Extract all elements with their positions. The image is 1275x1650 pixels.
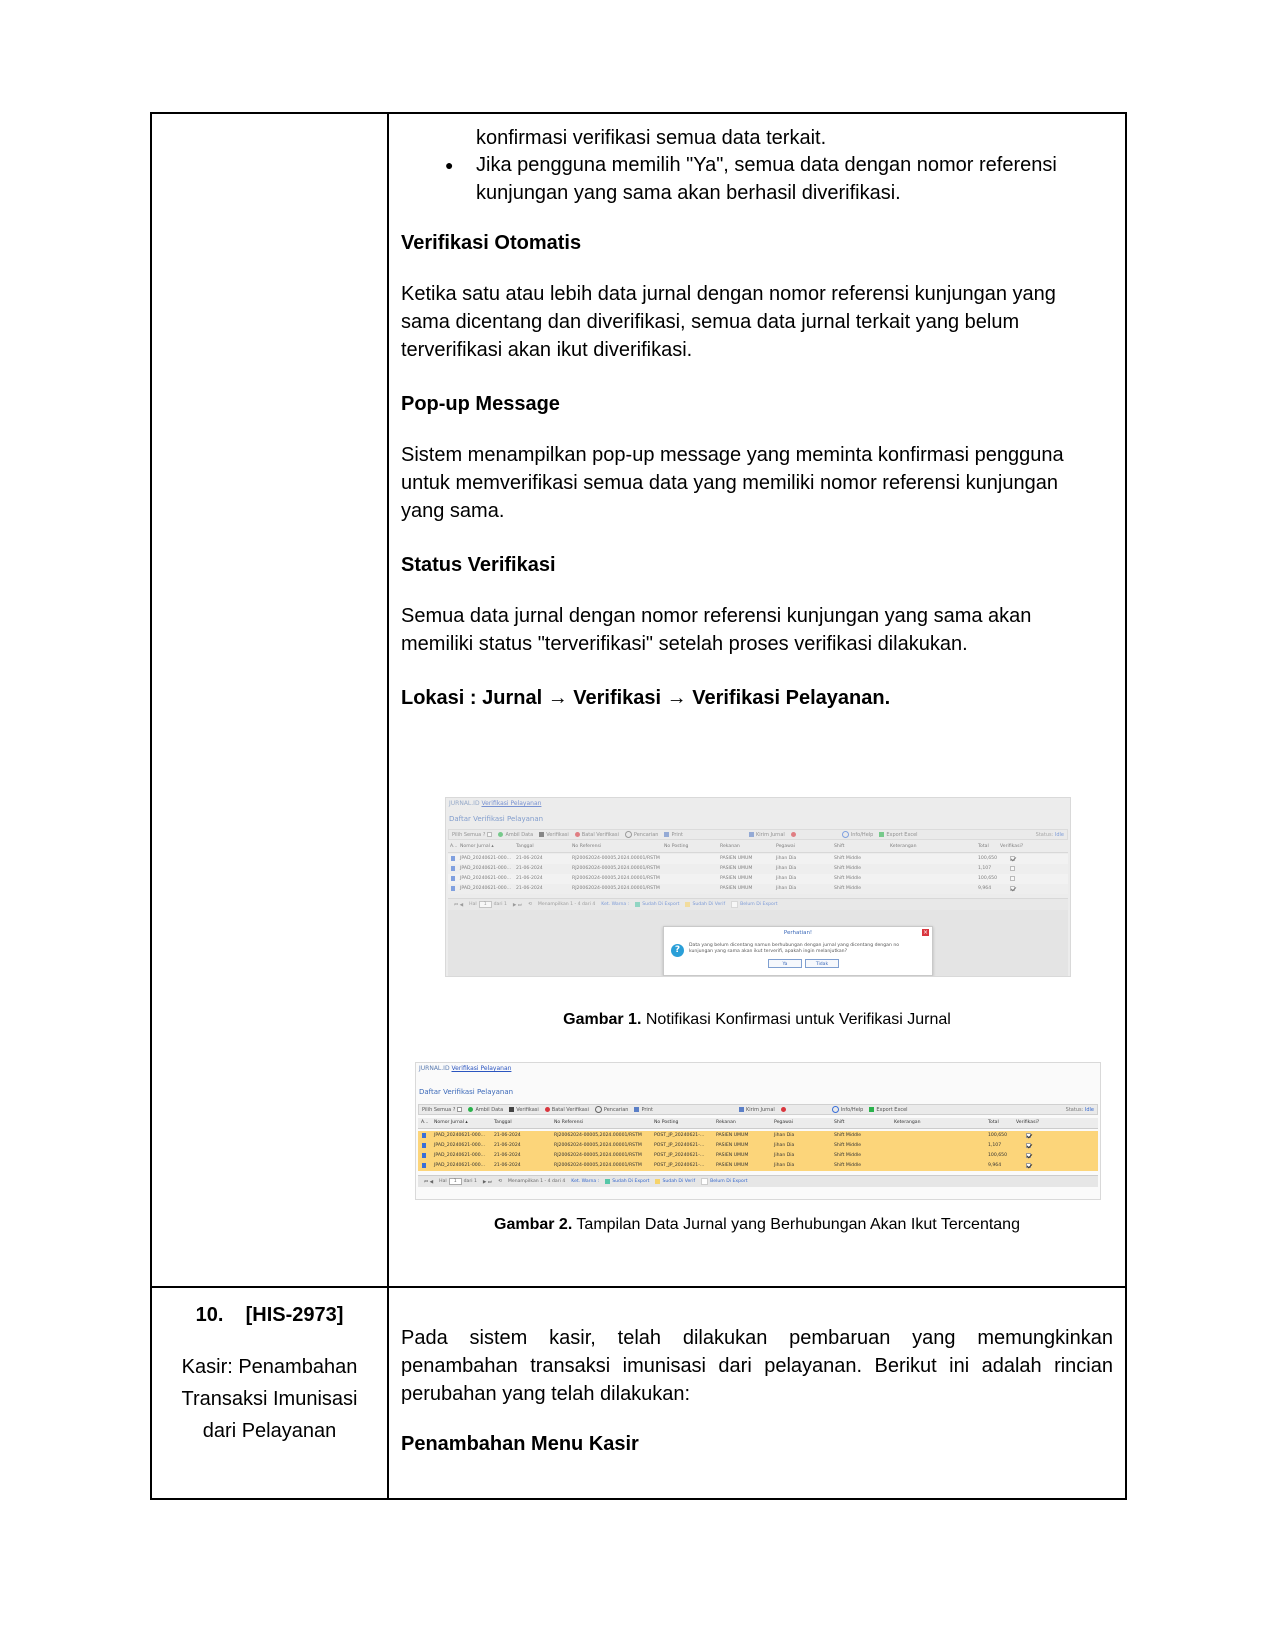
printer-icon [634,1107,639,1112]
cancel-verify-button[interactable]: Batal Verifikasi [575,832,619,838]
excel-icon [869,1107,874,1112]
table-cell-referensi: RJ20062024-00005,2024.00001/RSTM [554,1133,642,1138]
table-cell-total: 9,964 [988,1163,1002,1168]
table-cell-pegawai: Jihan Dia [776,876,797,881]
table-cell-shift: Shift Middle [834,1133,862,1138]
panel-title: Daftar Verifikasi Pelayanan [449,815,544,823]
print-button[interactable]: Print [664,832,683,838]
search-icon [625,831,632,838]
refresh-icon[interactable]: ⟲ [498,1179,502,1184]
table-cell-nomor: JPAD_20240621-000... [434,1133,485,1138]
verify-checkbox[interactable] [1010,876,1015,883]
table-row[interactable] [448,874,1068,884]
table-cell-shift: Shift Middle [834,1143,862,1148]
document-icon[interactable] [451,876,455,883]
stamp-icon [539,832,544,837]
table-cell-total: 100,650 [978,876,997,881]
column-header[interactable]: A... [450,844,458,849]
column-header[interactable]: Total [978,844,989,849]
table-cell-pegawai: Jihan Dia [774,1143,795,1148]
paragraph-verifikasi-otomatis: Ketika satu atau lebih data jurnal dengan nomor referensi kunjungan yang sama dicentang dan diverifikasi, semua data jurnal terkait yang belum terverifikasi akan ikut diverifikasi. [401,283,1056,361]
cancel-icon [575,832,580,837]
document-icon[interactable] [451,886,455,893]
next-page-icon[interactable]: ▶ ⏭ [482,1179,493,1185]
verify-button[interactable]: Verifikasi [539,832,569,838]
table-cell-rekanan: PASIEN UMUM [716,1163,749,1168]
select-all-checkbox[interactable]: Pilih Semua ? [452,832,492,838]
table-cell-tanggal: 21-06-2024 [516,876,543,881]
table-row-9 [152,114,1125,1286]
figure-2-screenshot [415,1062,1101,1200]
column-header[interactable]: Verifikasi? [1000,844,1024,849]
legend-verified: Sudah Di Verif [685,902,725,907]
table-cell-total: 1,107 [978,866,992,871]
column-header[interactable]: Keterangan [890,844,917,849]
column-header[interactable]: Rekanan [720,844,740,849]
item-cell-empty [152,114,389,1286]
document-icon[interactable] [422,1143,426,1150]
verify-checkbox[interactable] [1026,1153,1031,1160]
search-button[interactable]: Pencarian [625,831,659,838]
verify-checkbox[interactable] [1026,1163,1031,1170]
cancel-verify-button[interactable]: Batal Verifikasi [545,1107,589,1113]
column-header[interactable]: A... [421,1120,429,1125]
send-icon [739,1107,744,1112]
column-header[interactable]: Pegawai [776,844,796,849]
heading-status-verifikasi: Status Verifikasi [401,554,556,576]
heading-penambahan-menu-kasir: Penambahan Menu Kasir [401,1433,639,1455]
table-row[interactable] [448,864,1068,874]
legend-label: Ket. Warna : [601,902,630,907]
figure-1-caption: Gambar 1. Notifikasi Konfirmasi untuk Verifikasi Jurnal [563,1011,951,1028]
question-icon: ? [671,944,684,957]
legend-label: Ket. Warna : [571,1179,600,1184]
search-button[interactable]: Pencarian [595,1106,629,1113]
close-icon [781,1107,786,1112]
table-cell-rekanan: PASIEN UMUM [716,1133,749,1138]
verify-checkbox[interactable] [1026,1143,1031,1150]
grid-header [448,842,1068,853]
column-header[interactable]: Rekanan [716,1120,736,1125]
heading-verifikasi-otomatis: Verifikasi Otomatis [401,232,582,254]
table-cell-tanggal: 21-06-2024 [516,866,543,871]
table-row[interactable] [448,884,1068,894]
table-cell-pegawai: Jihan Dia [774,1133,795,1138]
table-cell-referensi: RJ20062024-00005,2024.00001/RSTM [554,1143,642,1148]
table-cell-rekanan: PASIEN UMUM [720,866,753,871]
paragraph-popup-message: Sistem menampilkan pop-up message yang meminta konfirmasi pengguna untuk memverifikasi semua data yang memiliki nomor referensi kunjungan yang sama. [401,444,1064,522]
close-icon-button[interactable] [791,832,796,837]
close-icon [791,832,796,837]
next-page-icon[interactable]: ▶ ⏭ [512,902,523,908]
table-row[interactable] [418,1131,1098,1141]
verify-checkbox[interactable] [1010,856,1015,863]
table-cell-nomor: JPAD_20240621-000... [460,886,511,891]
legend-not-exported: Belum Di Export [701,1178,747,1185]
breadcrumb: JURNAL.ID Verifikasi Pelayanan [449,800,542,807]
legend-exported: Sudah Di Export [635,902,679,907]
description-cell [389,1288,1125,1498]
column-header[interactable]: Tanggal [494,1120,512,1125]
table-cell-nomor: JPAD_20240621-000... [434,1153,485,1158]
first-page-icon[interactable]: ⏮ ◀ [424,1179,434,1185]
table-cell-posting: POST_JP_20240621-... [654,1133,705,1138]
location-path: Lokasi : Jurnal → Verifikasi → Verifikasi Pelayanan. [401,687,891,709]
paragraph-status-verifikasi: Semua data jurnal dengan nomor referensi kunjungan yang sama akan memiliki status "terverifikasi" setelah proses verifikasi dilakukan. [401,605,1032,655]
table-row[interactable] [418,1141,1098,1151]
table-cell-shift: Shift Middle [834,856,862,861]
table-cell-shift: Shift Middle [834,1153,862,1158]
pager [448,898,1068,910]
send-icon [749,832,754,837]
column-header[interactable]: Total [988,1120,999,1125]
verify-button[interactable]: Verifikasi [509,1107,539,1113]
print-button[interactable]: Print [634,1107,653,1113]
verify-checkbox[interactable] [1010,866,1015,873]
column-header[interactable]: Tanggal [516,844,534,849]
info-help-button[interactable]: Info/Help [842,831,874,838]
panel-title: Daftar Verifikasi Pelayanan [419,1088,514,1096]
table-cell-total: 100,650 [978,856,997,861]
table-cell-nomor: JPAD_20240621-000... [460,866,511,871]
document-icon[interactable] [422,1163,426,1170]
breadcrumb: JURNAL.ID Verifikasi Pelayanan [419,1065,512,1072]
bullet-item: ● Jika pengguna memilih "Ya", semua data dengan nomor referensi kunjungan yang sama akan berhasil diverifikasi. [401,151,1113,207]
refresh-icon [468,1107,473,1112]
column-header[interactable]: Nomor Jurnal ▴ [434,1120,468,1125]
verify-checkbox[interactable] [1026,1133,1031,1140]
search-icon [595,1106,602,1113]
document-icon[interactable] [422,1133,426,1140]
intro-paragraph: Pada sistem kasir, telah dilakukan pembaruan yang memungkinkan penambahan transaksi imunisasi dari pelayanan. Berikut ini adalah rincian perubahan yang telah dilakukan: [401,1327,1113,1405]
bullet-dot-icon: ● [445,157,454,173]
document-table [150,112,1127,1500]
status-indicator: Status: Idle [1065,1106,1094,1113]
dialog-yes-button[interactable]: Ya [768,959,802,968]
document-icon[interactable] [451,856,455,863]
bullet-continuation: konfirmasi verifikasi semua data terkait. [476,127,827,149]
printer-icon [664,832,669,837]
verify-checkbox[interactable] [1010,886,1015,893]
table-cell-tanggal: 21-06-2024 [516,886,543,891]
column-header[interactable]: No Posting [654,1120,679,1125]
heading-popup-message: Pop-up Message [401,393,560,415]
figure-1-screenshot [445,797,1071,977]
table-cell-tanggal: 21-06-2024 [494,1133,521,1138]
table-cell-rekanan: PASIEN UMUM [720,856,753,861]
toolbar [448,829,1068,840]
grid-header [418,1118,1098,1129]
table-cell-total: 9,964 [978,886,992,891]
pager [418,1175,1098,1187]
info-icon [842,831,849,838]
figure-2-caption: Gambar 2. Tampilan Data Jurnal yang Berhubungan Akan Ikut Tercentang [494,1216,1020,1233]
table-cell-shift: Shift Middle [834,876,862,881]
table-cell-referensi: RJ20062024-00005,2024.00001/RSTM [572,866,660,871]
legend-exported: Sudah Di Export [605,1179,649,1184]
column-header[interactable]: Shift [834,844,845,849]
send-journal-button[interactable]: Kirim Jurnal [739,1107,775,1113]
table-cell-pegawai: Jihan Dia [776,886,797,891]
status-indicator: Status: Idle [1035,831,1064,838]
item-cell [152,1288,389,1498]
info-help-button[interactable]: Info/Help [832,1106,864,1113]
export-excel-button[interactable]: Export Excel [869,1107,907,1113]
showing-count: Menampilkan 1 - 4 dari 4 [507,1179,566,1184]
table-cell-shift: Shift Middle [834,1163,862,1168]
column-header[interactable]: Verifikasi? [1016,1120,1040,1125]
info-icon [832,1106,839,1113]
table-cell-rekanan: PASIEN UMUM [720,876,753,881]
table-cell-nomor: JPAD_20240621-000... [434,1163,485,1168]
column-header[interactable]: No Posting [664,844,689,849]
table-cell-nomor: JPAD_20240621-000... [434,1143,485,1148]
cancel-icon [545,1107,550,1112]
first-page-icon[interactable]: ⏮ ◀ [454,902,464,908]
table-cell-referensi: RJ20062024-00005,2024.00001/RSTM [572,876,660,881]
column-header[interactable]: Nomor Jurnal ▴ [460,844,494,849]
item-title: Kasir: Penambahan Transaksi Imunisasi dari Pelayanan [181,1356,358,1442]
refresh-icon[interactable]: ⟲ [528,902,532,907]
table-cell-tanggal: 21-06-2024 [494,1163,521,1168]
table-cell-posting: POST_JP_20240621-... [654,1153,705,1158]
close-icon-button[interactable] [781,1107,786,1112]
table-cell-total: 100,650 [988,1133,1007,1138]
table-cell-pegawai: Jihan Dia [776,866,797,871]
table-cell-referensi: RJ20062024-00005,2024.00001/RSTM [572,856,660,861]
table-cell-nomor: JPAD_20240621-000... [460,856,511,861]
column-header[interactable]: No Referensi [554,1120,584,1125]
page-input[interactable]: Hal 1 dari 1 [439,1179,477,1184]
table-cell-total: 1,107 [988,1143,1002,1148]
excel-icon [879,832,884,837]
document-icon[interactable] [422,1153,426,1160]
table-cell-pegawai: Jihan Dia [774,1163,795,1168]
column-header[interactable]: Pegawai [774,1120,794,1125]
table-cell-nomor: JPAD_20240621-000... [460,876,511,881]
document-icon[interactable] [451,866,455,873]
table-cell-posting: POST_JP_20240621-... [654,1163,705,1168]
column-header[interactable]: Shift [834,1120,845,1125]
table-cell-rekanan: PASIEN UMUM [716,1143,749,1148]
toolbar [418,1104,1098,1115]
select-all-checkbox[interactable]: Pilih Semua ? [422,1107,462,1113]
table-cell-rekanan: PASIEN UMUM [720,886,753,891]
table-cell-tanggal: 21-06-2024 [494,1143,521,1148]
legend-verified: Sudah Di Verif [655,1179,695,1184]
send-journal-button[interactable]: Kirim Jurnal [749,832,785,838]
table-cell-shift: Shift Middle [834,886,862,891]
column-header[interactable]: Keterangan [894,1120,921,1125]
table-cell-pegawai: Jihan Dia [776,856,797,861]
table-cell-referensi: RJ20062024-00005,2024.00001/RSTM [572,886,660,891]
table-row-10 [152,1286,1125,1498]
dialog-no-button[interactable]: Tidak [805,959,839,968]
table-cell-referensi: RJ20062024-00005,2024.00001/RSTM [554,1153,642,1158]
dialog-close-icon[interactable]: × [922,929,929,936]
table-cell-shift: Shift Middle [834,866,862,871]
confirmation-dialog [663,926,933,976]
table-row[interactable] [418,1161,1098,1171]
refresh-icon [498,832,503,837]
dialog-message: Data yang belum dicentang namun berhubungan dengan jurnal yang dicentang dengan no kunjungan yang sama akan ikut terverifi, apakah ingin melanjutkan? [689,943,900,954]
item-number: 10. [HIS-2973] [195,1304,344,1326]
fetch-data-button[interactable]: Ambil Data [468,1107,503,1113]
description-cell [389,114,1125,1286]
column-header[interactable]: No Referensi [572,844,602,849]
table-cell-rekanan: PASIEN UMUM [716,1153,749,1158]
stamp-icon [509,1107,514,1112]
table-cell-posting: POST_JP_20240621-... [654,1143,705,1148]
export-excel-button[interactable]: Export Excel [879,832,917,838]
table-row[interactable] [418,1151,1098,1161]
page-input[interactable]: Hal 1 dari 1 [469,902,507,907]
table-row[interactable] [448,854,1068,864]
table-cell-pegawai: Jihan Dia [774,1153,795,1158]
fetch-data-button[interactable]: Ambil Data [498,832,533,838]
dialog-title: Perhatian! [783,930,813,936]
table-cell-tanggal: 21-06-2024 [516,856,543,861]
table-cell-total: 100,650 [988,1153,1007,1158]
showing-count: Menampilkan 1 - 4 dari 4 [537,902,596,907]
legend-not-exported: Belum Di Export [731,901,777,908]
table-cell-tanggal: 21-06-2024 [494,1153,521,1158]
table-cell-referensi: RJ20062024-00005,2024.00001/RSTM [554,1163,642,1168]
